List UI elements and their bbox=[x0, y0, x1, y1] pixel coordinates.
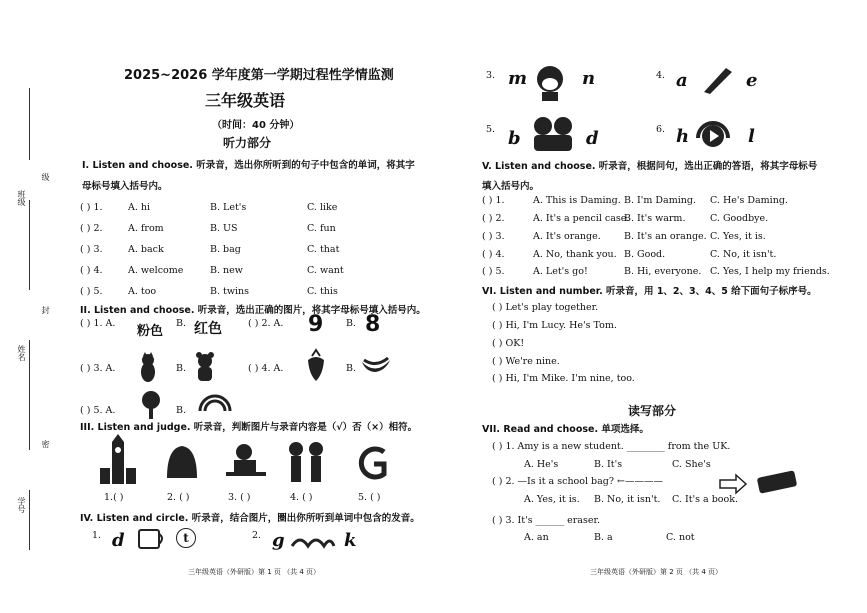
binding-line bbox=[29, 88, 30, 160]
letter-choice[interactable]: d bbox=[586, 128, 599, 149]
binding-line bbox=[29, 490, 30, 550]
option-b: B. It's bbox=[594, 459, 623, 470]
section5-heading: V. Listen and choose. 听录音，根据问句，选出正确的答语，将其字母标号 bbox=[482, 161, 818, 172]
option-b: B. It's an orange. bbox=[624, 231, 707, 242]
banana-icon bbox=[360, 354, 392, 376]
option-c: C. not bbox=[666, 532, 695, 543]
answer-blank[interactable]: ( ) 4. bbox=[482, 249, 505, 260]
item-number: 4. bbox=[656, 70, 666, 81]
rainbow-icon bbox=[198, 394, 232, 412]
big-ben-icon bbox=[98, 434, 138, 486]
option-a: A. Let's go! bbox=[533, 266, 588, 277]
section3-heading: III. Listen and judge. 听录音，判断图片与录音内容是（√）否（×）相符。 bbox=[80, 422, 418, 433]
section6-heading: VI. Listen and number. 听录音，用 1、2、3、4、5 给下面句子标序号。 bbox=[482, 286, 817, 297]
children-icon bbox=[286, 440, 326, 484]
section4-heading: IV. Listen and circle. 听录音，结合图片，圈出你所听到单词中包含的发音。 bbox=[80, 513, 420, 524]
question-1[interactable]: ( ) 1. Amy is a new student. ________ from the UK. bbox=[492, 441, 731, 452]
number-blank[interactable]: ( ) Hi, I'm Mike. I'm nine, too. bbox=[492, 373, 635, 384]
answer-blank[interactable]: ( ) 1. A. bbox=[80, 318, 116, 329]
cup-icon bbox=[136, 526, 166, 550]
answer-blank[interactable]: ( ) 3. A. bbox=[80, 363, 116, 374]
section5-heading2: 填入括号内。 bbox=[482, 181, 540, 192]
kids-icon bbox=[530, 114, 576, 152]
binding-line bbox=[29, 200, 30, 290]
section2-heading: II. Listen and choose. 听录音，选出正确的图片，将其字母标号填入括号内。 bbox=[80, 305, 426, 316]
option-c: C. He's Daming. bbox=[710, 195, 788, 206]
option-b: B. Good. bbox=[624, 249, 666, 260]
option-b-label: B. bbox=[346, 363, 357, 374]
letter-choice[interactable]: h bbox=[676, 126, 690, 147]
letter-choice[interactable]: g bbox=[272, 530, 285, 551]
question-2[interactable]: ( ) 2. —Is it a school bag? ←———— bbox=[492, 476, 663, 487]
answer-blank[interactable]: ( ) 4. A. bbox=[248, 363, 284, 374]
teacher-icon bbox=[224, 442, 268, 482]
option-c: C. like bbox=[307, 202, 338, 213]
letter-choice[interactable]: d bbox=[112, 530, 125, 551]
option-c: C. want bbox=[307, 265, 344, 276]
reading-section-title: 读写部分 bbox=[628, 404, 677, 418]
option-a: A. too bbox=[128, 286, 157, 297]
option-a: A. hi bbox=[128, 202, 151, 213]
letter-choice[interactable]: a bbox=[676, 70, 688, 91]
option-a: A. an bbox=[524, 532, 549, 543]
option-b: B. twins bbox=[210, 286, 250, 297]
answer-blank[interactable]: ( ) 2. A. bbox=[248, 318, 284, 329]
option-c: C. Yes, I help my friends. bbox=[710, 266, 830, 277]
answer-blank[interactable]: ( ) 2. bbox=[482, 213, 505, 224]
footer-page-2: 三年级英语（外研版）第 2 页 （共 4 页） bbox=[590, 568, 723, 576]
judge-blank-1[interactable]: 1.( ) bbox=[104, 492, 124, 503]
answer-blank[interactable]: ( ) 1. bbox=[80, 202, 103, 213]
footer-page-1: 三年级英语（外研版）第 1 页 （共 4 页） bbox=[188, 568, 321, 576]
option-a: A. from bbox=[128, 223, 164, 234]
letter-choice: t bbox=[183, 531, 189, 545]
letter-choice[interactable]: l bbox=[748, 126, 755, 147]
name-label: 姓名 bbox=[17, 345, 26, 361]
item-number: 6. bbox=[656, 124, 666, 135]
letter-g-icon bbox=[356, 444, 390, 482]
option-a: A. This is Daming. bbox=[533, 195, 621, 206]
judge-blank-2[interactable]: 2. ( ) bbox=[167, 492, 190, 503]
option-c: C. fun bbox=[307, 223, 336, 234]
letter-choice[interactable]: e bbox=[746, 70, 758, 91]
exam-subtitle: 三年级英语 bbox=[205, 91, 286, 110]
judge-blank-5[interactable]: 5. ( ) bbox=[358, 492, 381, 503]
answer-blank[interactable]: ( ) 5. bbox=[482, 266, 505, 277]
letter-choice[interactable]: n bbox=[582, 68, 596, 89]
cake-word-icon bbox=[290, 532, 336, 550]
exam-time: （时间：40 分钟） bbox=[212, 120, 300, 131]
section7-heading: VII. Read and choose. 单项选择。 bbox=[482, 424, 649, 435]
option-a: A. welcome bbox=[128, 265, 184, 276]
girl-icon bbox=[163, 442, 201, 480]
option-b: B. It's warm. bbox=[624, 213, 686, 224]
answer-blank[interactable]: ( ) 4. bbox=[80, 265, 103, 276]
question-3[interactable]: ( ) 3. It's ______ eraser. bbox=[492, 515, 600, 526]
judge-blank-3[interactable]: 3. ( ) bbox=[228, 492, 251, 503]
item-number: 5. bbox=[486, 124, 496, 135]
section1-heading: I. Listen and choose. 听录音，选出你所听到的句子中包含的单词，将其字 bbox=[82, 160, 415, 171]
option-b-label: B. bbox=[176, 363, 187, 374]
seal-char-1: 级 bbox=[41, 173, 50, 181]
headphones-icon bbox=[694, 116, 732, 152]
item-number: 1. bbox=[92, 530, 102, 541]
option-a: A. Yes, it is. bbox=[524, 494, 580, 505]
cat-icon bbox=[137, 352, 159, 384]
option-c: C. Yes, it is. bbox=[710, 231, 766, 242]
letter-choice[interactable]: b bbox=[508, 128, 521, 149]
option-b: B. a bbox=[594, 532, 613, 543]
section1-heading2: 母标号填入括号内。 bbox=[82, 181, 168, 192]
option-b: B. No, it isn't. bbox=[594, 494, 661, 505]
number-blank[interactable]: ( ) Let's play together. bbox=[492, 302, 599, 313]
number-blank[interactable]: ( ) Hi, I'm Lucy. He's Tom. bbox=[492, 320, 617, 331]
option-b: B. Hi, everyone. bbox=[624, 266, 702, 277]
option-a: A. No, thank you. bbox=[533, 249, 617, 260]
answer-blank[interactable]: ( ) 1. bbox=[482, 195, 505, 206]
option-b-label: B. bbox=[176, 405, 187, 416]
option-b-label: B. bbox=[346, 318, 357, 329]
number-blank[interactable]: ( ) We're nine. bbox=[492, 356, 560, 367]
option-c: C. No, it isn't. bbox=[710, 249, 777, 260]
class-label: 班级 bbox=[17, 190, 26, 206]
option-a: A. It's orange. bbox=[533, 231, 601, 242]
option-c: C. She's bbox=[672, 459, 711, 470]
option-b: B. bag bbox=[210, 244, 241, 255]
strawberry-icon bbox=[305, 348, 327, 382]
option-a: A. back bbox=[128, 244, 164, 255]
option-c: C. this bbox=[307, 286, 338, 297]
seal-char-2: 封 bbox=[41, 306, 50, 314]
option-c: C. Goodbye. bbox=[710, 213, 769, 224]
option-b-label: B. bbox=[176, 318, 187, 329]
option-c: C. that bbox=[307, 244, 340, 255]
pink-text-image: 粉色 bbox=[137, 324, 164, 339]
option-b: B. new bbox=[210, 265, 243, 276]
answer-blank[interactable]: ( ) 3. bbox=[80, 244, 103, 255]
number-blank[interactable]: ( ) OK! bbox=[492, 338, 525, 349]
item-number: 3. bbox=[486, 70, 496, 81]
bear-icon bbox=[194, 352, 216, 382]
binding-line bbox=[29, 340, 30, 450]
student-id-label: 学号 bbox=[17, 497, 26, 513]
monkey-icon bbox=[534, 64, 566, 102]
letter-choice[interactable]: m bbox=[508, 68, 528, 89]
item-number: 2. bbox=[252, 530, 262, 541]
exam-title: 2025~2026 学年度第一学期过程性学情监测 bbox=[124, 68, 394, 83]
number-nine-image: 9 bbox=[308, 312, 324, 337]
seal-char-3: 密 bbox=[41, 440, 50, 448]
number-eight-image: 8 bbox=[365, 312, 381, 337]
listening-section-title: 听力部分 bbox=[223, 136, 272, 150]
tree-icon bbox=[138, 390, 164, 420]
circle-choice[interactable] bbox=[176, 528, 196, 548]
option-b: B. Let's bbox=[210, 202, 247, 213]
answer-blank[interactable]: ( ) 5. A. bbox=[80, 405, 116, 416]
judge-blank-4[interactable]: 4. ( ) bbox=[290, 492, 313, 503]
answer-blank[interactable]: ( ) 5. bbox=[80, 286, 103, 297]
answer-blank[interactable]: ( ) 3. bbox=[482, 231, 505, 242]
option-c: C. It's a book. bbox=[672, 494, 739, 505]
answer-blank[interactable]: ( ) 2. bbox=[80, 223, 103, 234]
letter-choice[interactable]: k bbox=[344, 530, 357, 551]
option-a: A. He's bbox=[524, 459, 559, 470]
option-a: A. It's a pencil case. bbox=[533, 213, 630, 224]
option-b: B. US bbox=[210, 223, 238, 234]
red-text-image: 红色 bbox=[194, 321, 222, 337]
option-b: B. I'm Daming. bbox=[624, 195, 696, 206]
pen-icon bbox=[700, 64, 734, 96]
